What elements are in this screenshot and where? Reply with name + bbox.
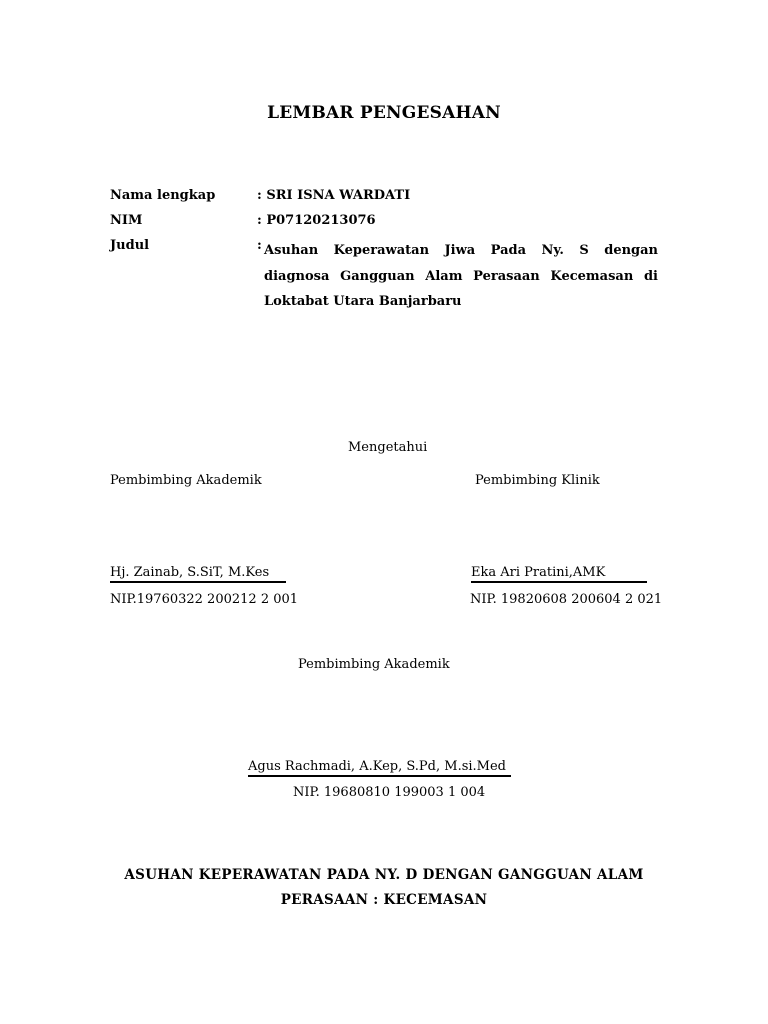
- footer-title-line1: ASUHAN KEPERAWATAN PADA NY. D DENGAN GANGGUAN ALAM: [124, 867, 644, 883]
- judul-colon: :: [257, 238, 262, 253]
- footer-title-line2: PERASAAN : KECEMASAN: [280, 892, 488, 908]
- nim-label: NIM: [110, 213, 143, 228]
- left-signatory-role: Pembimbing Akademik: [110, 473, 262, 488]
- mengetahui-label: Mengetahui: [348, 440, 428, 455]
- center-signatory-role: Pembimbing Akademik: [298, 657, 450, 672]
- nama-label: Nama lengkap: [110, 188, 216, 203]
- nama-value: : SRI ISNA WARDATI: [257, 188, 411, 203]
- right-signatory-nip: NIP. 19820608 200604 2 021: [470, 592, 663, 607]
- nim-value: : P07120213076: [257, 213, 376, 228]
- left-signatory-name: Hj. Zainab, S.SiT, M.Kes: [110, 565, 286, 583]
- judul-value: Asuhan Keperawatan Jiwa Pada Ny. S dengan diagnosa Gangguan Alam Perasaan Kecemasan di Loktabat Utara Banjarbaru: [264, 243, 658, 309]
- judul-label: Judul: [110, 238, 150, 253]
- right-signatory-role: Pembimbing Klinik: [475, 473, 600, 488]
- right-signatory-name: Eka Ari Pratini,AMK: [471, 565, 647, 583]
- center-signatory-name: Agus Rachmadi, A.Kep, S.Pd, M.si.Med: [248, 759, 511, 777]
- center-signatory-nip: NIP. 19680810 199003 1 004: [293, 785, 486, 800]
- left-signatory-nip: NIP.19760322 200212 2 001: [110, 592, 299, 607]
- page-title: LEMBAR PENGESAHAN: [267, 103, 501, 123]
